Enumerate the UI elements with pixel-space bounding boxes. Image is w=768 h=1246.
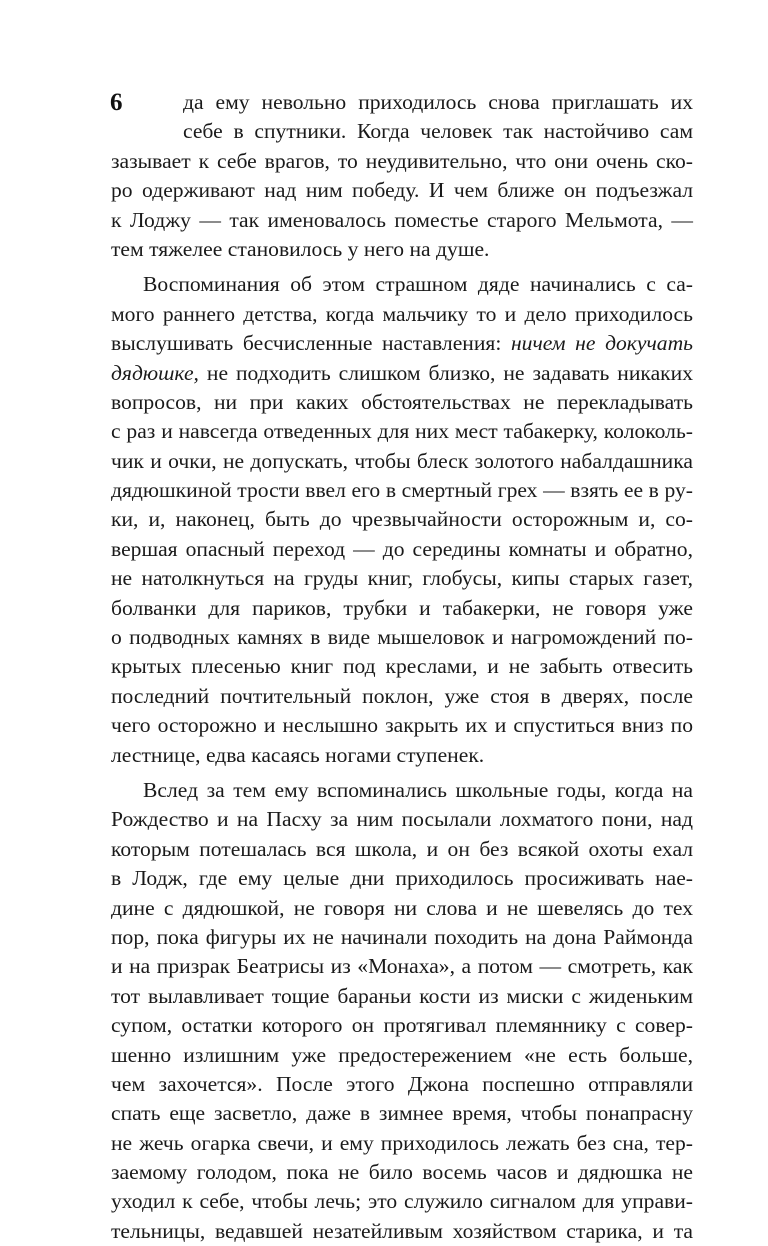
text-line: вопросов, ни при каких обстоятельствах не перекладывать [111, 389, 693, 414]
text-line: дядюшкиной трости ввел его в смертный грех — взять ее в ру- [111, 478, 693, 503]
text-line: с раз и навсегда отведенных для них мест табакерку, колоколь- [111, 419, 693, 444]
text-line: ро одерживают над ним победу. И чем ближе он подъезжал [111, 178, 693, 203]
text-line [111, 359, 693, 388]
text-line: дине с дядюшкой, не говоря ни слова и не шевелясь до тех [111, 895, 693, 920]
text-line: Вслед за тем ему вспоминались школьные годы, когда на [143, 777, 693, 802]
text-line: тельницы, ведавшей незатейливым хозяйством старика, и та [111, 1218, 693, 1243]
text-line: чем захочется». После этого Джона поспешно отправляли [111, 1071, 693, 1096]
paragraph [111, 88, 693, 264]
text-line: Воспоминания об этом страшном дяде начинались с са- [143, 272, 693, 297]
text-line: вершая опасный переход — до середины комнаты и обратно, [111, 536, 693, 561]
text-line [111, 329, 693, 358]
text-line: себе в спутники. Когда человек так настойчиво сам [183, 119, 693, 144]
italic-run: дядюшке, [111, 360, 199, 385]
text-line: мого раннего детства, когда мальчику то и дело приходилось [111, 301, 693, 326]
text-line: заемому голодом, пока не било восемь часов и дядюшка не [111, 1160, 693, 1185]
text-line: да ему невольно приходилось снова приглашать их [183, 90, 693, 114]
text-line: крытых плесенью книг под креслами, и не забыть отвесить [111, 654, 693, 679]
text-line: спать еще засветло, даже в зимнее время, чтобы понапрасну [111, 1101, 693, 1126]
paragraph [111, 270, 693, 770]
text-line: уходил к себе, чтобы лечь; это служило сигналом для управи- [111, 1189, 693, 1214]
text-line: болванки для париков, трубки и табакерки, не говоря уже [111, 595, 693, 620]
text-run: выслушивать бесчисленные наставления: [111, 331, 511, 356]
page-number: 6 [110, 89, 123, 116]
text-line: в Лодж, где ему целые дни приходилось просиживать нае- [111, 866, 693, 891]
text-line: Рождество и на Пасху за ним посылали лохматого пони, над [111, 807, 693, 832]
text-line: о подводных камнях в виде мышеловок и нагромождений по- [111, 625, 693, 650]
text-line: не натолкнуться на груды книг, глобусы, кипы старых газет, [111, 566, 693, 591]
text-line: тот вылавливает тощие бараньи кости из миски с жиденьким [111, 983, 693, 1008]
text-line: чего осторожно и неслышно закрыть их и спуститься вниз по [111, 713, 693, 738]
text-line: лестнице, едва касаясь ногами ступенек. [111, 742, 485, 767]
text-line: пор, пока фигуры их не начинали походить на дона Раймонда [111, 924, 693, 949]
text-line: тем тяжелее становилось у него на душе. [111, 236, 490, 261]
italic-run: ничем не докучать [510, 331, 693, 356]
text-line: которым потешалась вся школа, и он без всякой охоты ехал [111, 836, 693, 861]
text-line: зазывает к себе врагов, то неудивительно, что они очень ско- [111, 148, 693, 173]
text-line: не жечь огарка свечи, и ему приходилось лежать без сна, тер- [111, 1130, 693, 1155]
text-line: и на призрак Беатрисы из «Монаха», а потом — смотреть, как [111, 954, 693, 979]
text-line: супом, остатки которого он протягивал племяннику с совер- [111, 1013, 693, 1038]
text-run: не подходить слишком близко, не задавать никаких [198, 360, 693, 385]
text-line: к Лоджу — так именовалось поместье старого Мельмота, — [111, 207, 693, 232]
text-line: ки, и, наконец, быть до чрезвычайности осторожным и, со- [111, 507, 693, 532]
text-line: шенно излишним уже предостережением «не есть больше, [111, 1042, 693, 1067]
body-text [111, 88, 693, 1246]
paragraph [111, 776, 693, 1246]
text-line: чик и очки, не допускать, чтобы блеск золотого набалдашника [111, 448, 693, 473]
text-line: последний почтительный поклон, уже стоя в дверях, после [111, 683, 693, 708]
